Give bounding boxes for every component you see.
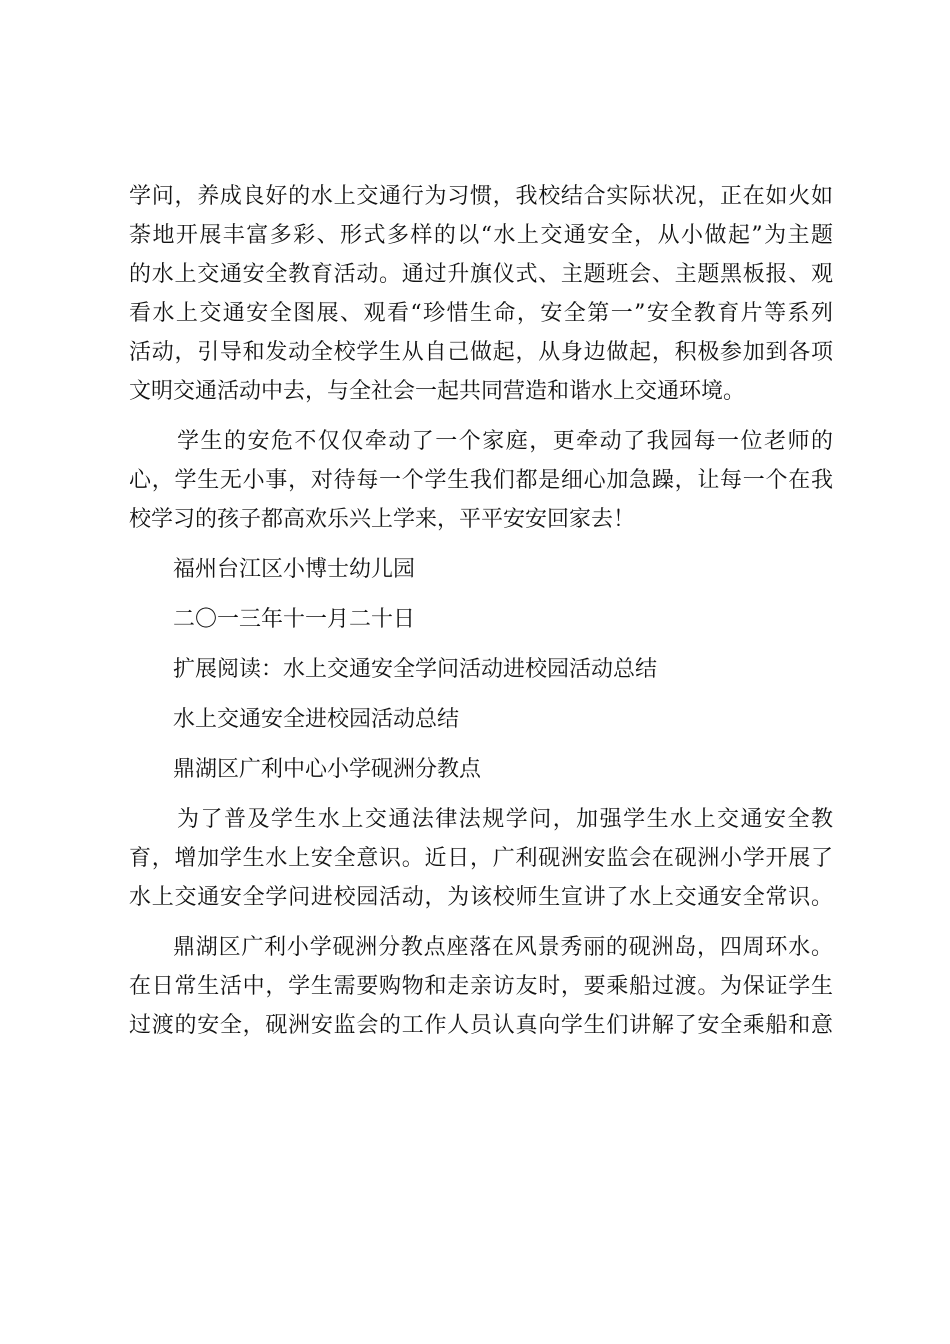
paragraph-line: 学生的安危不仅仅牵动了一个家庭，更牵动了我园每一位老师的 xyxy=(177,429,833,454)
paragraph-line: 心，学生无小事，对待每一个学生我们都是细心加急躁，让每一个在我 xyxy=(129,468,833,493)
signature-date: 二〇一三年十一月二十日 xyxy=(173,607,416,632)
document-body xyxy=(129,177,833,1045)
extended-reading-title: 扩展阅读：水上交通安全学问活动进校园活动总结 xyxy=(173,657,658,682)
paragraph-water-traffic-activities xyxy=(129,177,833,411)
paragraph-line: 的水上交通安全教育活动。通过升旗仪式、主题班会、主题黑板报、观 xyxy=(129,262,833,287)
paragraph-line: 在日常生活中，学生需要购物和走亲访友时，要乘船过渡。为保证学生 xyxy=(129,974,833,999)
paragraph-line: 水上交通安全学问进校园活动，为该校师生宣讲了水上交通安全常识。 xyxy=(129,885,833,910)
paragraph-line: 看水上交通安全图展、观看“珍惜生命，安全第一”安全教育片等系列 xyxy=(129,301,833,326)
school-name: 鼎湖区广利中心小学砚洲分教点 xyxy=(173,757,482,782)
paragraph-line: 过渡的安全，砚洲安监会的工作人员认真向学生们讲解了安全乘船和意 xyxy=(129,1013,833,1038)
paragraph-line: 校学习的孩子都高欢乐兴上学来，平平安安回家去！ xyxy=(129,507,636,532)
paragraph-line: 鼎湖区广利小学砚洲分教点座落在风景秀丽的砚洲岛，四周环水。 xyxy=(173,935,833,960)
paragraph-yanzhou-island xyxy=(129,928,833,1045)
paragraph-student-safety xyxy=(129,422,833,539)
paragraph-line: 为了普及学生水上交通法律法规学问，加强学生水上交通安全教 xyxy=(177,807,833,832)
paragraph-line: 荼地开展丰富多彩、形式多样的以“水上交通安全，从小做起”为主题 xyxy=(129,223,833,248)
signature-kindergarten: 福州台江区小博士幼儿园 xyxy=(173,557,416,582)
paragraph-line: 文明交通活动中去，与全社会一起共同营造和谐水上交通环境。 xyxy=(129,379,746,404)
section-title: 水上交通安全进校园活动总结 xyxy=(173,707,460,732)
paragraph-line: 活动，引导和发动全校学生从自己做起，从身边做起，积极参加到各项 xyxy=(129,340,833,365)
paragraph-line: 学问，养成良好的水上交通行为习惯，我校结合实际状况，正在如火如 xyxy=(129,184,833,209)
paragraph-legal-knowledge xyxy=(129,800,833,917)
paragraph-line: 育，增加学生水上安全意识。近日，广利砚洲安监会在砚洲小学开展了 xyxy=(129,846,833,871)
